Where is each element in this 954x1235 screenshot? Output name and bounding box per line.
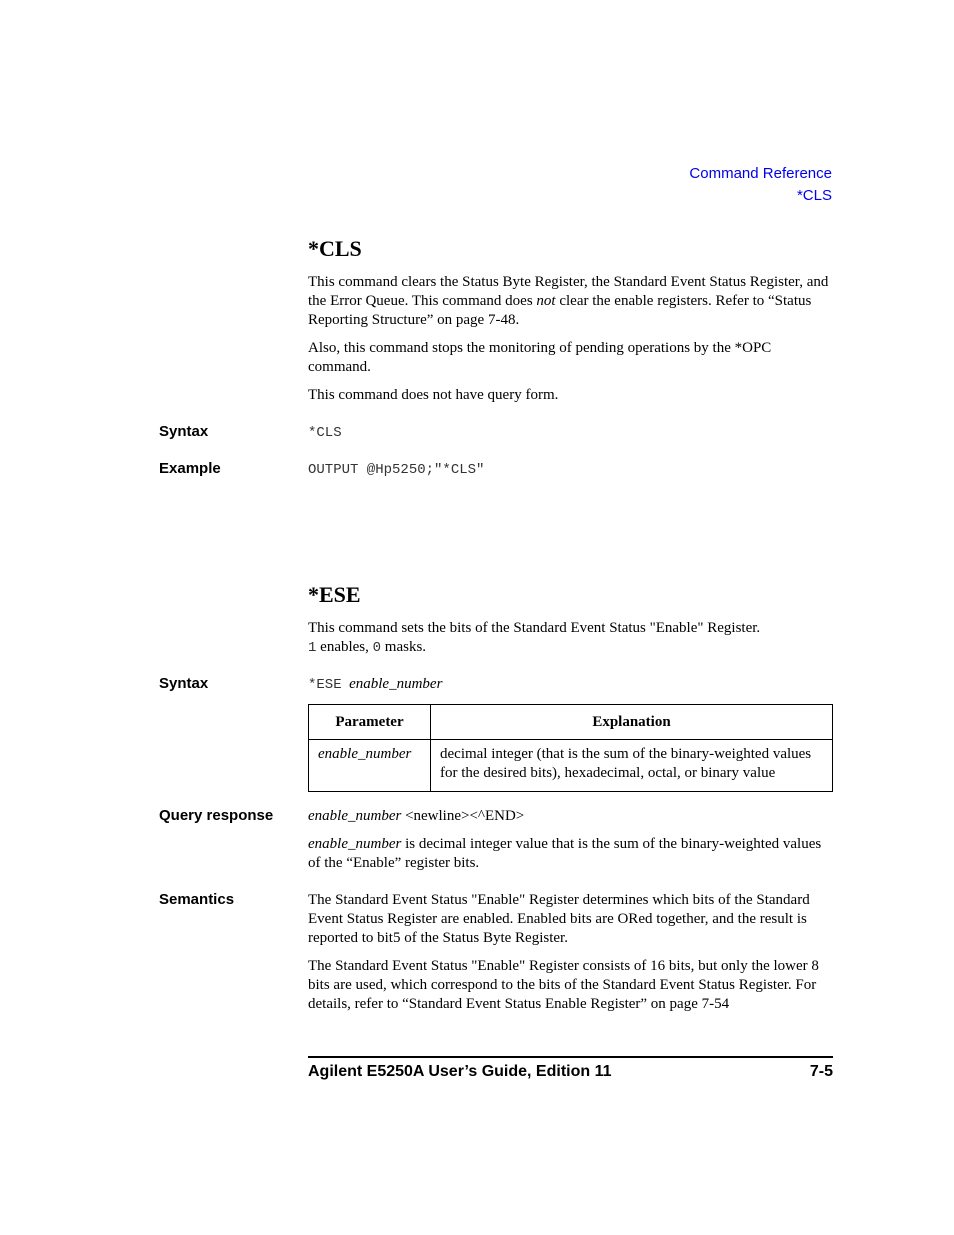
ese-query-response: [308, 807, 832, 826]
table-cell-explanation: decimal integer (that is the sum of the binary-weighted values for the desired bits), hexadecimal, octal, or binary value: [431, 740, 833, 792]
ese-semantics-paragraph-2: The Standard Event Status "Enable" Register consists of 16 bits, but only the lower 8 bits are used, which correspond to the bits of the Standard Event Status Register. For details, refer to “Standard Event Status Enable Register” on page 7-54: [308, 958, 819, 1012]
ese-syntax-parameter: enable_number: [349, 676, 443, 692]
cls-syntax-value: *CLS: [308, 425, 342, 441]
cls-example-label: Example: [159, 460, 221, 477]
ese-semantics-label: Semantics: [159, 891, 235, 908]
ese-p2-text-a: enables,: [316, 639, 373, 655]
cls-p1-emphasis: not: [536, 293, 556, 309]
running-header-command[interactable]: *CLS: [796, 187, 832, 204]
footer-title: Agilent E5250A User’s Guide, Edition 11: [308, 1063, 612, 1080]
ese-paragraph-1: This command sets the bits of the Standard Event Status "Enable" Register.: [308, 620, 761, 636]
ese-semantics-paragraph-1: The Standard Event Status "Enable" Register determines which bits of the Standard Event Status Register are enabled. Enabled bits are ORed together, and the result is reported to bit5 of the Status Byte Register.: [308, 892, 810, 946]
ese-enable-bit-value: 1: [308, 640, 317, 656]
footer-divider: [308, 1056, 833, 1058]
ese-paragraph-2: [308, 638, 832, 658]
table-cell-parameter: enable_number: [309, 740, 431, 792]
ese-heading: *ESE: [308, 582, 361, 607]
cls-paragraph-2: Also, this command stops the monitoring of pending operations by the *OPC command.: [308, 340, 772, 375]
cls-paragraph-3: This command does not have query form.: [308, 387, 559, 403]
running-header-section[interactable]: Command Reference: [689, 165, 832, 182]
table-header-row: [309, 705, 833, 740]
ese-p2-text-b: masks.: [381, 639, 427, 655]
cls-p1-text-a: This command clears the Status Byte Register, the Standard Event Status Register, and the Error Queue. This command does: [308, 274, 829, 309]
table-header-parameter: Parameter: [309, 705, 431, 740]
cls-syntax-label: Syntax: [159, 423, 209, 440]
ese-query-desc-parameter: enable_number: [308, 836, 402, 852]
ese-syntax-label: Syntax: [159, 675, 209, 692]
cls-example-value: OUTPUT @Hp5250;"*CLS": [308, 462, 485, 478]
cls-paragraph-1: [308, 273, 832, 330]
ese-syntax-command: *ESE: [308, 677, 342, 693]
footer-page-number: 7-5: [809, 1063, 833, 1080]
ese-query-parameter: enable_number: [308, 808, 402, 824]
ese-query-terminator: <newline><^END>: [401, 808, 525, 824]
cls-p1-text-b: clear the enable registers. Refer to “Status Reporting Structure” on page 7-48.: [308, 293, 812, 328]
ese-query-desc-text: is decimal integer value that is the sum of the binary-weighted values of the “Enable” register bits.: [308, 836, 822, 871]
parameter-table: [308, 704, 833, 792]
ese-mask-bit-value: 0: [372, 640, 382, 656]
cls-heading: *CLS: [308, 236, 362, 261]
table-header-explanation: Explanation: [431, 705, 833, 740]
ese-syntax-value: [308, 675, 832, 695]
ese-query-label: Query response: [159, 807, 274, 824]
ese-query-description: [308, 835, 832, 873]
table-row: [309, 740, 833, 792]
